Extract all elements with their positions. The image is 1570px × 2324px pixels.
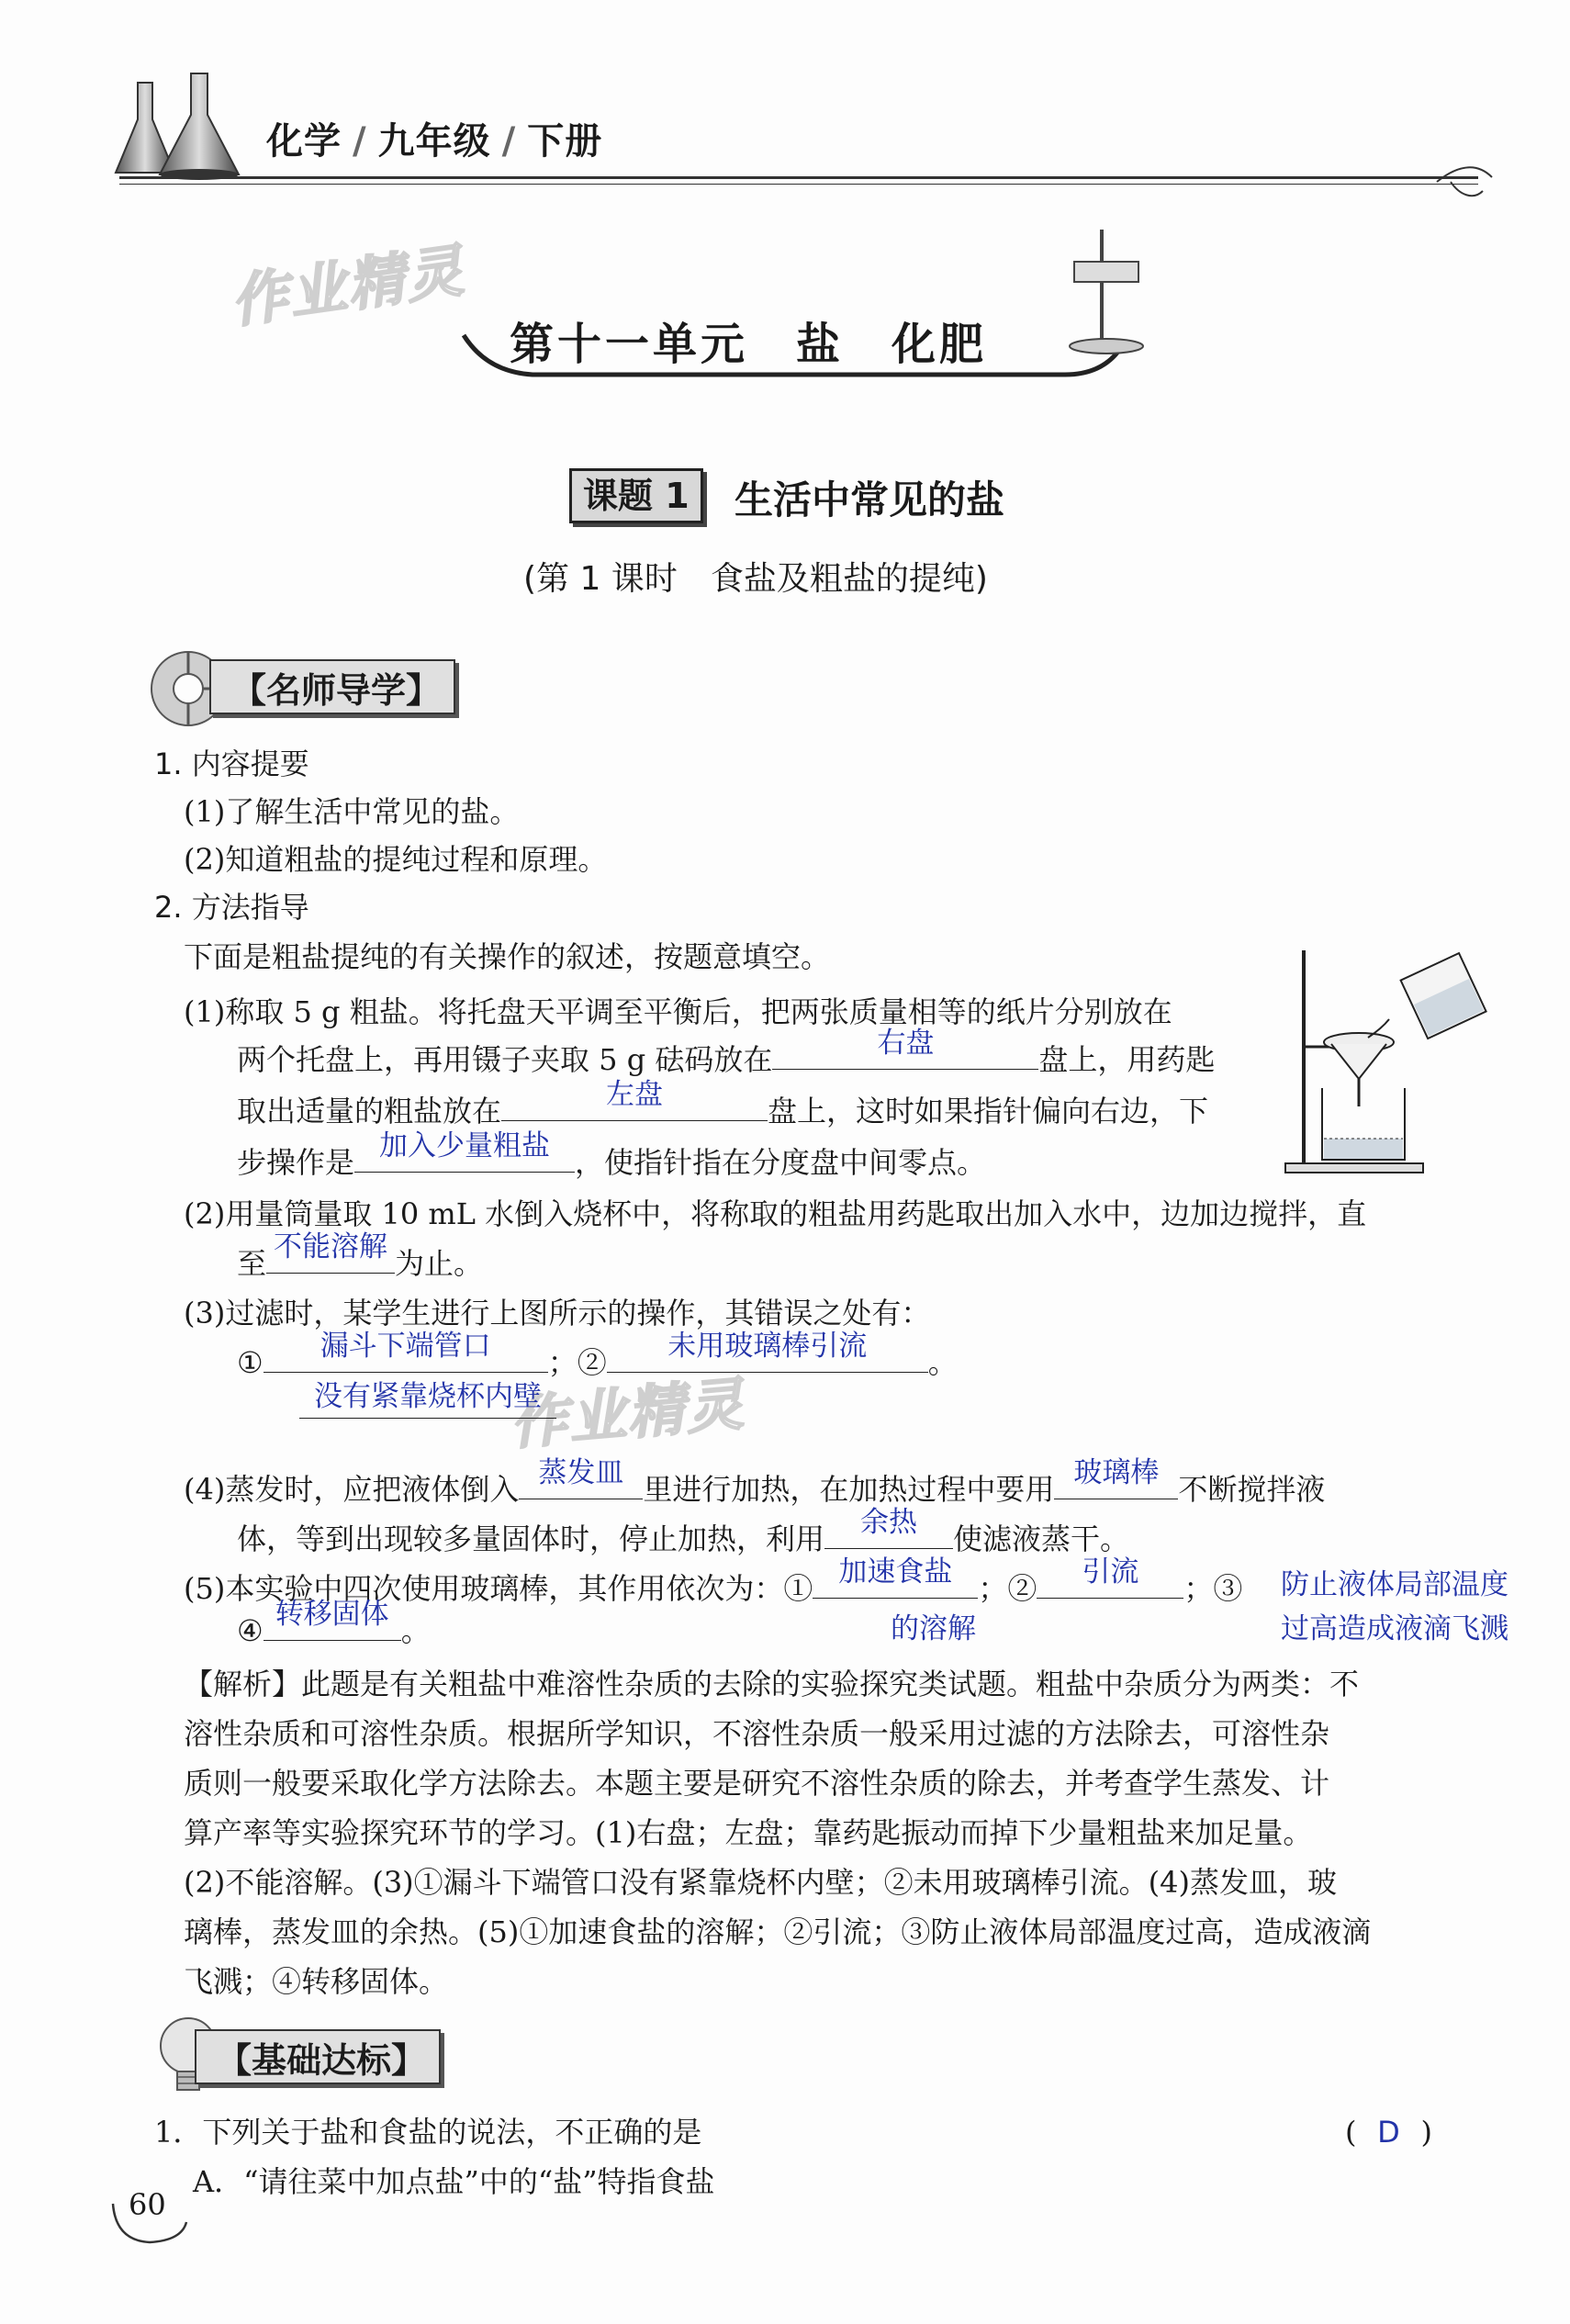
page-number: 60 <box>129 2187 166 2222</box>
analysis-line: 算产率等实验探究环节的学习。(1)右盘；左盘；靠药匙振动而掉下少量粗盐来加足量。 <box>184 1815 1313 1850</box>
handwritten-answer: 转移固体 <box>275 1598 389 1631</box>
guide-heading-1: 1. 内容提要 <box>154 747 309 781</box>
flask-icon <box>101 64 266 193</box>
handwritten-answer: 蒸发皿 <box>538 1456 624 1489</box>
guide-intro: 下面是粗盐提纯的有关操作的叙述，按题意填空。 <box>184 939 831 974</box>
handwritten-answer: 漏斗下端管口 <box>320 1330 491 1363</box>
answer-blank[interactable] <box>1054 1456 1178 1499</box>
answer-blank[interactable] <box>1037 1555 1183 1599</box>
handwritten-answer: 防止液体局部温度 <box>1281 1568 1508 1601</box>
q1-line: 步操作是 加入少量粗盐 ，使指针指在分度盘中间零点。 <box>237 1142 986 1183</box>
q2-line: 至 不能溶解 为止。 <box>237 1243 483 1284</box>
section-basic: 【基础达标】 <box>195 2029 441 2084</box>
analysis-line: 溶性杂质和可溶性杂质。根据所学知识，不溶性杂质一般采用过滤的方法除去，可溶性杂 <box>184 1716 1330 1751</box>
q1-line: 取出适量的粗盐放在 左盘 盘上，这时如果指针偏向右边，下 <box>237 1091 1208 1131</box>
handwritten-answer: 没有紧靠烧杯内壁 <box>299 1373 556 1419</box>
q5-line: ④ 转移固体 。 <box>237 1611 431 1651</box>
header-volume: 下册 <box>527 120 603 163</box>
handwritten-answer: 不能溶解 <box>274 1230 388 1263</box>
q2-line: (2)用量筒量取 10 mL 水倒入烧杯中，将称取的粗盐用药匙取出加入水中，边加边搅拌，直 <box>184 1196 1367 1231</box>
handwritten-answer: 左盘 <box>606 1078 664 1111</box>
watermark: 作业精灵 <box>226 236 469 336</box>
unit-title: 第十一单元 盐 化肥 <box>510 319 988 370</box>
watermark: 作业精灵 <box>507 1369 748 1457</box>
analysis-line: 质则一般要采取化学方法除去。本题主要是研究不溶性杂质的除去，并考查学生蒸发、计 <box>184 1766 1330 1801</box>
stand-icon <box>1056 225 1157 363</box>
header-subject: 化学 <box>266 120 342 163</box>
answer-blank[interactable] <box>266 1230 395 1274</box>
lesson-title: 生活中常见的盐 <box>735 477 1005 522</box>
q4-line: (4)蒸发时，应把液体倒入 蒸发皿 里进行加热，在加热过程中要用 玻璃棒 不断搅拌液 <box>184 1469 1325 1510</box>
handwritten-answer: 右盘 <box>877 1027 935 1060</box>
answer-blank[interactable] <box>354 1129 575 1173</box>
handwritten-answer: 加速食盐 <box>838 1555 953 1589</box>
analysis-line: (2)不能溶解。(3)①漏斗下端管口没有紧靠烧杯内壁；②未用玻璃棒引流。(4)蒸发皿，玻 <box>184 1865 1337 1900</box>
answer-bracket: ( D ) <box>1345 2112 1432 2152</box>
answer-blank[interactable] <box>813 1555 978 1599</box>
basic-question: 1．下列关于盐和食盐的说法，不正确的是 <box>154 2115 702 2150</box>
analysis-line: 璃棒，蒸发皿的余热。(5)①加速食盐的溶解；②引流；③防止液体局部温度过高，造成液滴 <box>184 1914 1372 1949</box>
q5-line: (5)本实验中四次使用玻璃棒，其作用依次为：① 加速食盐 ；② 引流 ；③ <box>184 1568 1242 1609</box>
q4-line: 体，等到出现较多量固体时，停止加热，利用 余热 使滤液蒸干。 <box>237 1519 1129 1559</box>
handwritten-answer: 未用玻璃棒引流 <box>667 1330 868 1363</box>
guide-item: (2)知道粗盐的提纯过程和原理。 <box>184 842 608 877</box>
analysis-line: 飞溅；④转移固体。 <box>184 1964 449 1999</box>
q1-line: 两个托盘上，再用镊子夹取 5 g 砝码放在 右盘 盘上，用药匙 <box>237 1039 1215 1080</box>
header-grade: 九年级 <box>377 120 491 163</box>
lesson-subtitle: (第 1 课时 食盐及粗盐的提纯) <box>523 560 988 598</box>
answer-blank[interactable] <box>519 1456 643 1499</box>
handwritten-answer: 的溶解 <box>891 1612 976 1645</box>
analysis-line: 【解析】此题是有关粗盐中难溶性杂质的去除的实验探究类试题。粗盐中杂质分为两类：不 <box>184 1667 1360 1701</box>
answer-blank[interactable] <box>501 1078 768 1121</box>
q1-line: (1)称取 5 g 粗盐。将托盘天平调至平衡后，把两张质量相等的纸片分别放在 <box>184 994 1172 1029</box>
answer-blank[interactable] <box>772 1027 1038 1070</box>
handwritten-answer: D <box>1377 2115 1400 2150</box>
handwritten-answer: 过高造成液滴飞溅 <box>1281 1612 1508 1645</box>
lesson-tag: 课题 1 <box>569 468 703 523</box>
section-guide: 【名师导学】 <box>209 659 455 714</box>
leaf-ornament-icon <box>1432 154 1497 209</box>
guide-item: (1)了解生活中常见的盐。 <box>184 794 520 829</box>
handwritten-answer: 引流 <box>1082 1555 1139 1589</box>
handwritten-answer: 加入少量粗盐 <box>379 1129 551 1162</box>
answer-blank[interactable] <box>264 1330 548 1373</box>
answer-blank[interactable] <box>607 1330 928 1373</box>
basic-option: A．“请往菜中加点盐”中的“盐”特指食盐 <box>193 2164 715 2199</box>
filtration-apparatus-figure <box>1281 941 1497 1180</box>
q3-line: (3)过滤时，某学生进行上图所示的操作，其错误之处有： <box>184 1296 931 1330</box>
handwritten-answer: 玻璃棒 <box>1073 1456 1160 1489</box>
answer-blank[interactable] <box>824 1506 953 1549</box>
q3-line: ① 漏斗下端管口 ；② 未用玻璃棒引流 。 <box>237 1342 958 1383</box>
guide-heading-2: 2. 方法指导 <box>154 890 309 925</box>
header-rule <box>119 176 1478 179</box>
handwritten-answer: 余热 <box>860 1506 918 1539</box>
